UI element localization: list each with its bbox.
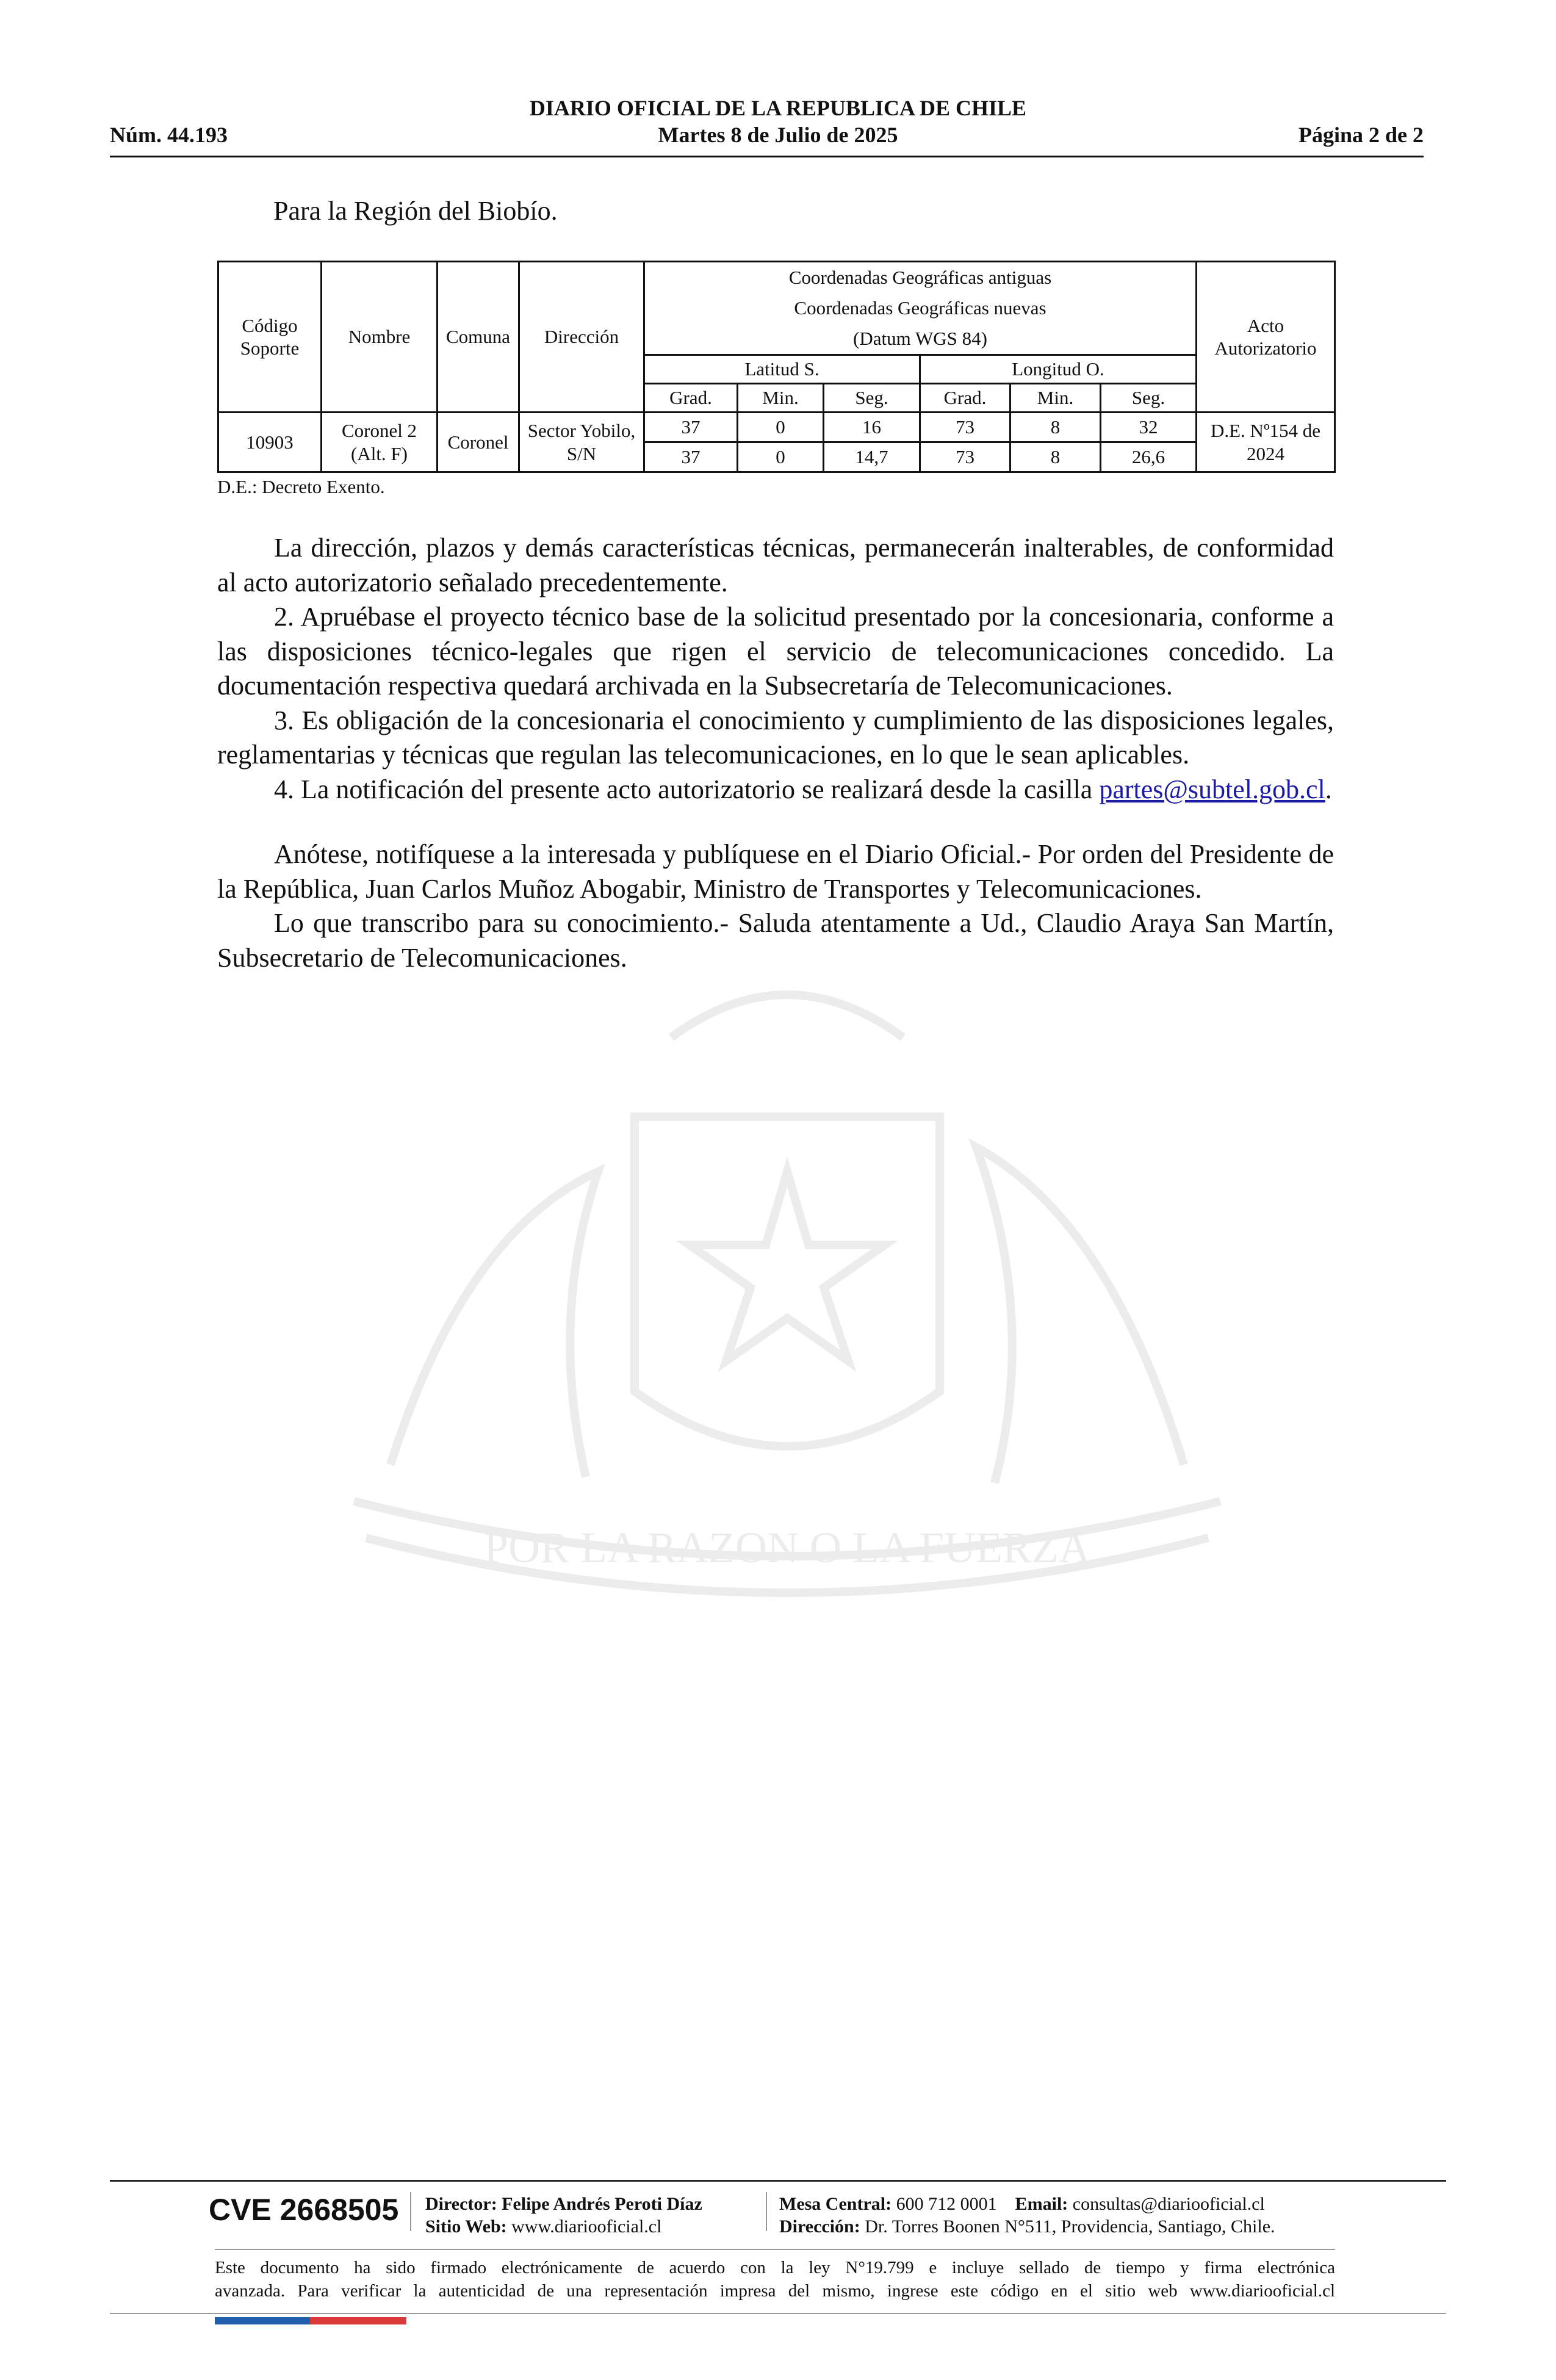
cell-old-lat-min: 0 <box>738 413 824 442</box>
cell-old-lon-seg: 32 <box>1101 413 1197 442</box>
notification-email-link[interactable]: partes@subtel.gob.cl <box>1099 774 1325 804</box>
cell-acto: D.E. Nº154 de 2024 <box>1197 413 1335 472</box>
footer-legal-notice <box>215 2256 1335 2302</box>
paragraph-4 <box>217 773 1334 807</box>
paragraph-2: 2. Apruébase el proyecto técnico base de la solicitud presentado por la concesionaria, conforme a las disposiciones técnico-legales que rigen el servicio de telecomunicaciones concedido. La documentación respectiva quedará archivada en la Subsecretaría de Telecomunicaciones. <box>217 602 1334 701</box>
cell-old-lat-seg: 16 <box>824 413 920 442</box>
footer-separator <box>766 2192 767 2231</box>
condor-figure <box>976 1147 1184 1483</box>
address-value: Dr. Torres Boonen N°511, Providencia, Santiago, Chile. <box>865 2216 1275 2237</box>
huemul-figure <box>391 1172 598 1477</box>
region-heading: Para la Región del Biobío. <box>273 196 558 226</box>
contact-email[interactable]: consultas@diariooficial.cl <box>1072 2194 1265 2214</box>
legal-line-2: avanzada. Para verificar la autenticidad de una representación impresa del mismo, ingrese este código en el sitio web www.diariooficial.cl <box>215 2281 1335 2301</box>
watermark-motto: POR LA RAZON O LA FUERZA <box>483 1523 1091 1572</box>
legal-line-1: Este documento ha sido firmado electrónicamente de acuerdo con la ley N°19.799 e incluye sellado de tiempo y firma electrónica <box>215 2258 1335 2277</box>
footer-divider-middle <box>215 2249 1335 2250</box>
plume-arc <box>671 995 903 1037</box>
flag-stripe-red <box>310 2317 406 2324</box>
header-divider <box>110 156 1424 157</box>
cell-old-lon-min: 8 <box>1010 413 1101 442</box>
paragraph-3: 3. Es obligación de la concesionaria el conocimiento y cumplimiento de las disposiciones legales, reglamentarias y técnicas que regulan las telecomunicaciones, en lo que le sean aplicables. <box>217 705 1334 770</box>
mesa-phone: 600 712 0001 <box>896 2194 997 2214</box>
cell-new-lat-seg: 14,7 <box>824 442 920 472</box>
address-label: Dirección: <box>779 2216 860 2237</box>
coat-of-arms-watermark <box>207 854 1367 1672</box>
header-direccion: Dirección <box>519 262 644 413</box>
cell-nombre: Coronel 2 (Alt. F) <box>322 413 438 472</box>
coords-datum-label: (Datum WGS 84) <box>853 328 987 349</box>
cell-new-lon-seg: 26,6 <box>1101 442 1197 472</box>
cell-new-lon-grad: 73 <box>920 442 1010 472</box>
paragraph-conditions: La dirección, plazos y demás características técnicas, permanecerán inalterables, de conformidad al acto autorizatorio señalado precedentemente. <box>217 533 1334 597</box>
footer-director-block <box>425 2193 702 2238</box>
header-nombre: Nombre <box>322 262 438 413</box>
table-row <box>218 413 1335 442</box>
cell-new-lat-min: 0 <box>738 442 824 472</box>
paragraph-transcription: Lo que transcribo para su conocimiento.- Saluda atentamente a Ud., Claudio Araya San Martín, Subsecretario de Telecomunicaciones. <box>217 908 1334 973</box>
header-comuna: Comuna <box>438 262 519 413</box>
website-label: Sitio Web: <box>425 2216 507 2237</box>
table-footnote: D.E.: Decreto Exento. <box>217 476 385 497</box>
shield-star <box>690 1172 885 1361</box>
header-lon-min: Min. <box>1010 384 1101 413</box>
email-label: Email: <box>1015 2194 1068 2214</box>
decree-body <box>217 531 1334 975</box>
cell-comuna: Coronel <box>438 413 519 472</box>
director-name: Felipe Andrés Peroti Díaz <box>502 2194 702 2214</box>
mesa-label: Mesa Central: <box>779 2194 892 2214</box>
header-coordinates <box>644 262 1197 355</box>
coords-new-label: Coordenadas Geográficas nuevas <box>794 297 1046 319</box>
flag-stripe-blue <box>215 2317 310 2324</box>
newspaper-title: DIARIO OFICIAL DE LA REPUBLICA DE CHILE <box>529 96 1027 120</box>
header-codigo: Código Soporte <box>218 262 322 413</box>
header-lat-min: Min. <box>738 384 824 413</box>
website-link[interactable]: www.diariooficial.cl <box>511 2216 662 2237</box>
footer-separator <box>410 2192 411 2231</box>
header-lat-grad: Grad. <box>644 384 738 413</box>
header-lon-seg: Seg. <box>1101 384 1197 413</box>
page-indicator: Página 2 de 2 <box>1298 123 1424 147</box>
director-label: Director: <box>425 2194 497 2214</box>
paragraph-4-end: . <box>1325 774 1332 804</box>
header-lat-seg: Seg. <box>824 384 920 413</box>
cell-direccion: Sector Yobilo, S/N <box>519 413 644 472</box>
cve-code: CVE 2668505 <box>209 2193 399 2227</box>
footer-divider-top <box>110 2180 1446 2182</box>
paragraph-signature: Anótese, notifíquese a la interesada y publíquese en el Diario Oficial.- Por orden del Presidente de la República, Juan Carlos Muñoz Abogabir, Ministro de Transportes y Telecomunicaciones. <box>217 839 1334 904</box>
cell-new-lat-grad: 37 <box>644 442 738 472</box>
coords-old-label: Coordenadas Geográficas antiguas <box>788 267 1052 288</box>
cell-new-lon-min: 8 <box>1010 442 1101 472</box>
cell-old-lon-grad: 73 <box>920 413 1010 442</box>
header-acto: Acto Autorizatorio <box>1197 262 1335 413</box>
header-longitud: Longitud O. <box>920 355 1197 384</box>
header-latitud: Latitud S. <box>644 355 920 384</box>
header-lon-grad: Grad. <box>920 384 1010 413</box>
cell-codigo: 10903 <box>218 413 322 472</box>
cell-old-lat-grad: 37 <box>644 413 738 442</box>
footer-divider-bottom <box>110 2313 1446 2314</box>
paragraph-4-text: 4. La notificación del presente acto autorizatorio se realizará desde la casilla <box>274 774 1100 804</box>
coordinates-table <box>217 261 1336 473</box>
footer-contact-block <box>779 2193 1275 2238</box>
issue-number: Núm. 44.193 <box>110 123 228 147</box>
issue-date: Martes 8 de Julio de 2025 <box>658 123 898 147</box>
